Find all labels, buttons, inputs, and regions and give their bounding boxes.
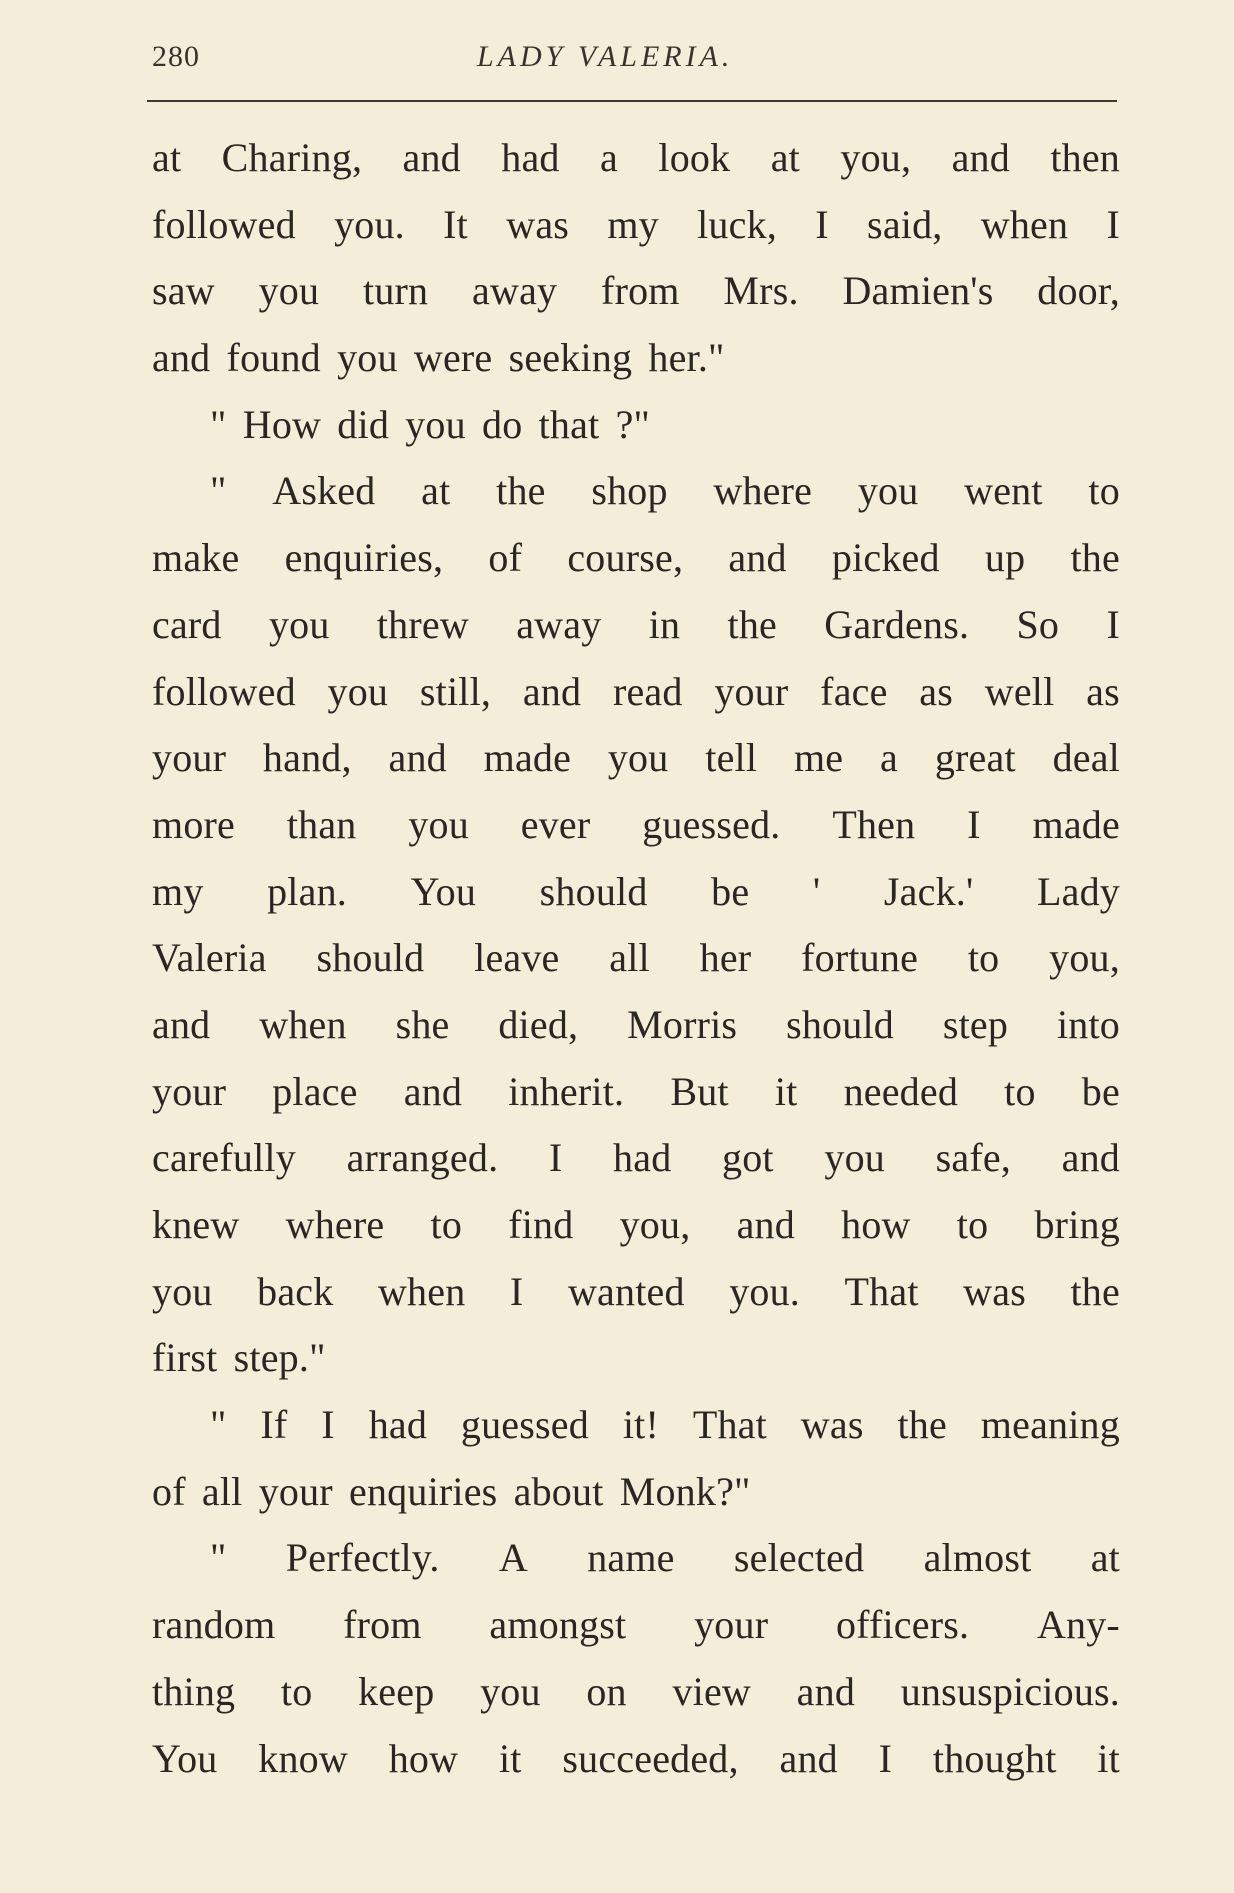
text-line: first step." — [152, 1335, 326, 1381]
text-line: your place and inherit. But it needed to be — [152, 1068, 1120, 1114]
body-text — [152, 125, 1120, 1792]
text-line: make enquiries, of course, and picked up the — [152, 535, 1120, 581]
text-line: card you threw away in the Gardens. So I — [152, 601, 1120, 647]
text-line: " If I had guessed it! That was the meaning — [210, 1402, 1120, 1448]
text-line: more than you ever guessed. Then I made — [152, 801, 1120, 847]
text-line: " Perfectly. A name selected almost at — [210, 1535, 1120, 1581]
text-line: your hand, and made you tell me a great deal — [152, 735, 1120, 781]
text-line: and found you were seeking her." — [152, 335, 725, 381]
text-line: random from amongst your officers. Any- — [152, 1602, 1120, 1648]
header-rule — [147, 100, 1117, 102]
text-line: followed you still, and read your face as well as — [152, 668, 1120, 714]
running-title: LADY VALERIA. — [477, 40, 734, 73]
text-line: You know how it succeeded, and I thought it — [152, 1735, 1120, 1781]
text-line: " How did you do that ?" — [210, 401, 651, 447]
text-line: you back when I wanted you. That was the — [152, 1268, 1120, 1314]
text-line: at Charing, and had a look at you, and then — [152, 135, 1120, 180]
text-line: and when she died, Morris should step into — [152, 1001, 1120, 1047]
text-line: " Asked at the shop where you went to — [210, 468, 1120, 514]
text-line: thing to keep you on view and unsuspicious. — [152, 1668, 1120, 1714]
text-line: carefully arranged. I had got you safe, and — [152, 1135, 1120, 1181]
text-line: of all your enquiries about Monk?" — [152, 1468, 751, 1514]
text-line: Valeria should leave all her fortune to you, — [152, 935, 1120, 981]
text-line: saw you turn away from Mrs. Damien's door, — [152, 268, 1120, 314]
text-line: my plan. You should be ' Jack.' Lady — [152, 868, 1120, 914]
text-line: knew where to find you, and how to bring — [152, 1202, 1120, 1247]
running-head — [152, 40, 1112, 90]
text-line: followed you. It was my luck, I said, when I — [152, 201, 1120, 247]
page-number: 280 — [152, 40, 200, 73]
